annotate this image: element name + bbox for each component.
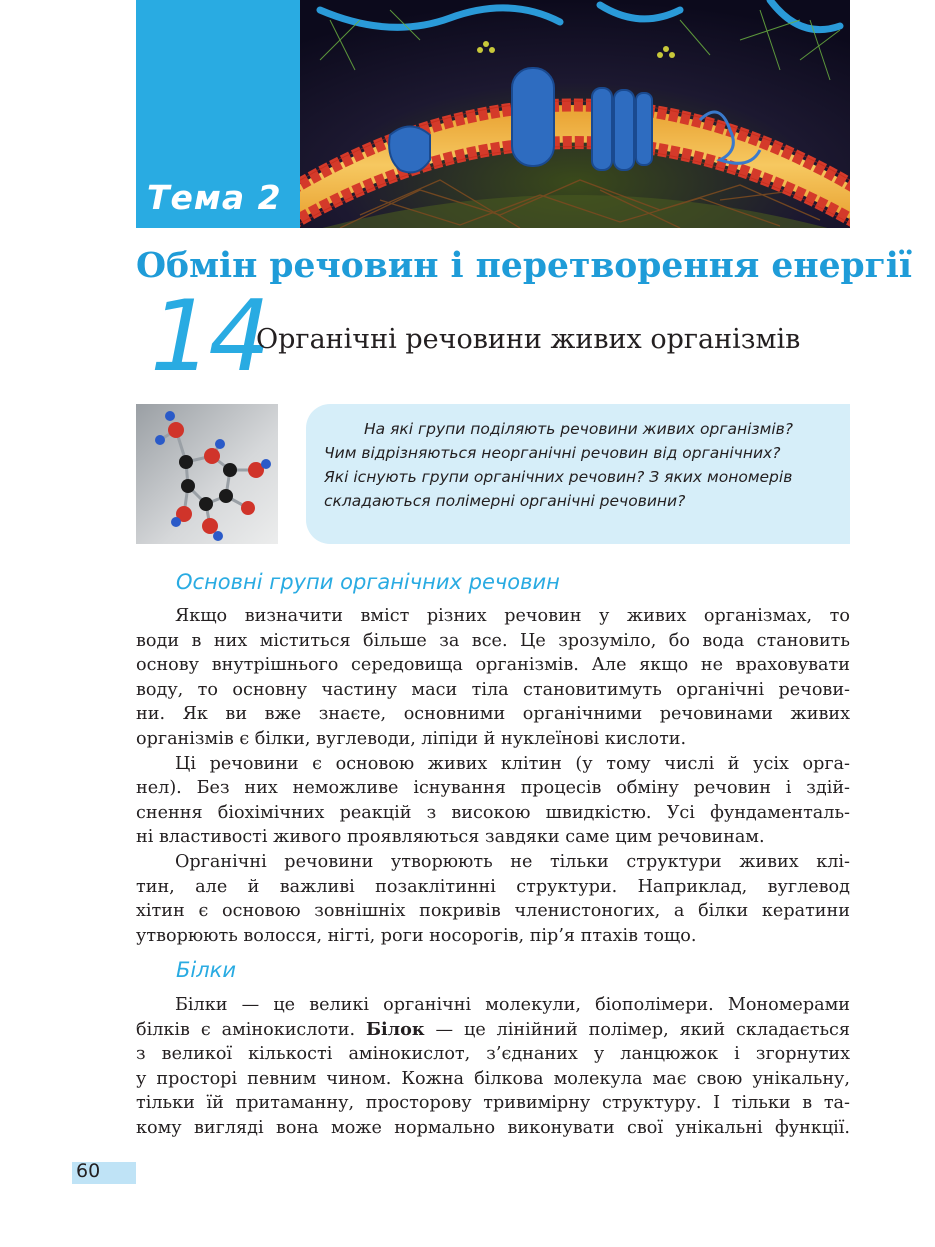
section-heading-organic-groups: Основні групи органічних речовин (176, 570, 560, 594)
paragraph-number: 14 (150, 280, 267, 394)
lesson-questions (306, 404, 850, 544)
text-line: з великої кількості амінокислот, з’єднаних у ланцюжок і згорнутих (136, 1044, 850, 1065)
text-line: Ці речовини є основою живих клітин (у тому числі й усіх орга- (175, 753, 850, 774)
text-fragment: — це лінійний полімер, який складається (424, 1019, 850, 1040)
text-line: Білки — це великі органічні молекули, біополімери. Мономерами (175, 995, 850, 1015)
topic-label: Тема 2 (147, 178, 282, 217)
text-line: основу внутрішнього середовища організмів. Але якщо не враховувати (136, 655, 850, 676)
cell-membrane-illustration (300, 0, 850, 228)
text-line (136, 1018, 850, 1043)
section-body-organic-groups (136, 604, 850, 948)
text-line: кому вигляді вона може нормально виконувати свої унікальні функції. (136, 1117, 850, 1138)
question-line: На які групи поділяють речовини живих організмів? (364, 420, 794, 438)
text-line: Якщо визначити вміст різних речовин у живих організмах, то (175, 606, 850, 626)
text-line: ні властивості живого проявляються завдяки саме цим речовинам. (136, 827, 765, 848)
text-fragment: білків є амінокислоти. (136, 1019, 367, 1040)
text-line: хітин є основою зовнішніх покривів членистоногих, а білки кератини (136, 901, 850, 922)
page-number: 60 (76, 1160, 101, 1182)
text-line: води в них міститься більше за все. Це зрозуміло, бо вода становить (136, 630, 850, 651)
paragraph-title: Органічні речовини живих організмів (256, 324, 801, 355)
chapter-title: Обмін речовин і перетворення енергії (136, 246, 913, 286)
text-line: снення біохімічних реакцій з високою швидкістю. Усі фундаменталь- (136, 802, 850, 823)
text-line: тин, але й важливі позаклітинні структури. Наприклад, вуглевод (136, 876, 850, 897)
text-line: утворюють волосся, нігті, роги носорогів, пір’я птахів тощо. (136, 925, 697, 946)
question-line: Які існують групи органічних речовин? З яких мономерів (324, 468, 793, 486)
question-line: складаються полімерні органічні речовини? (324, 492, 686, 510)
question-line: Чим відрізняються неорганічні речовин від органічних? (324, 444, 781, 462)
section-heading-proteins: Білки (176, 958, 236, 982)
text-line: Органічні речовини утворюють не тільки структури живих клі- (175, 851, 850, 872)
term-protein: Білок (366, 1018, 425, 1040)
text-line: організмів є білки, вуглеводи, ліпіди й нуклеїнові кислоти. (136, 728, 687, 749)
text-line: воду, то основну частину маси тіла становитимуть органічні речови- (136, 679, 850, 700)
section-body-proteins (136, 993, 850, 1141)
molecule-model-illustration (136, 404, 278, 544)
text-line: нел). Без них неможливе існування процесів обміну речовин і здій- (136, 778, 850, 799)
text-line: тільки їй притаманну, просторову тривимірну структуру. І тільки в та- (136, 1093, 850, 1114)
text-line: у просторі певним чином. Кожна білкова молекула має свою унікальну, (136, 1068, 850, 1089)
text-line: ни. Як ви вже знаєте, основними органічними речовинами живих (136, 704, 850, 725)
